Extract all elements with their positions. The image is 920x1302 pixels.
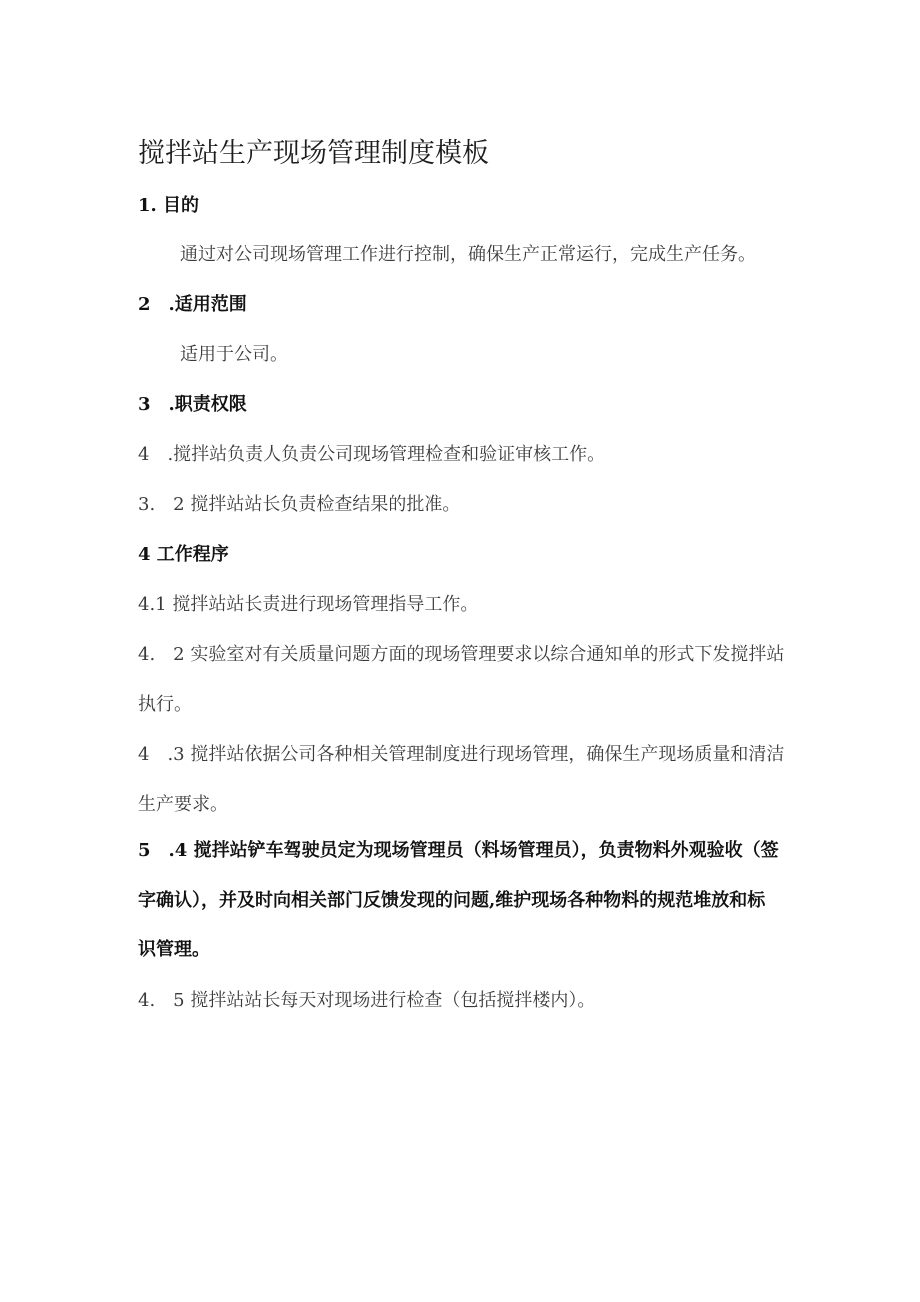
paragraph-scope: 适用于公司。 [180,344,288,365]
procedure-item-4-line-1: 5 .4 搅拌站铲车驾驶员定为现场管理员（料场管理员），负责物料外观验收（签 [138,840,779,861]
procedure-item-3-line-1: 4 .3 搅拌站依据公司各种相关管理制度进行现场管理，确保生产现场质量和清洁 [138,744,785,765]
section-heading-procedure: 4 工作程序 [138,544,229,565]
procedure-item-4-line-3: 识管理。 [138,939,210,960]
procedure-item-4-line-2: 字确认），并及时向相关部门反馈发现的问题,维护现场各种物料的规范堆放和标 [138,890,766,911]
document-title: 搅拌站生产现场管理制度模板 [138,138,489,169]
procedure-item-2-line-2: 执行。 [138,694,192,715]
paragraph-purpose: 通过对公司现场管理工作进行控制，确保生产正常运行，完成生产任务。 [180,244,756,265]
procedure-item-2-line-1: 4. 2 实验室对有关质量问题方面的现场管理要求以综合通知单的形式下发搅拌站 [138,644,785,665]
section-heading-responsibilities: 3 .职责权限 [138,394,247,415]
responsibility-item-2: 3. 2 搅拌站站长负责检查结果的批准。 [138,494,461,515]
procedure-item-1: 4.1 搅拌站站长责进行现场管理指导工作。 [138,594,479,615]
procedure-item-5: 4. 5 搅拌站站长每天对现场进行检查（包括搅拌楼内）。 [138,990,596,1011]
section-heading-scope: 2 .适用范围 [138,294,247,315]
section-heading-purpose: 1. 目的 [138,195,200,216]
procedure-item-3-line-2: 生产要求。 [138,794,228,815]
responsibility-item-1: 4 .搅拌站负责人负责公司现场管理检查和验证审核工作。 [138,444,606,465]
